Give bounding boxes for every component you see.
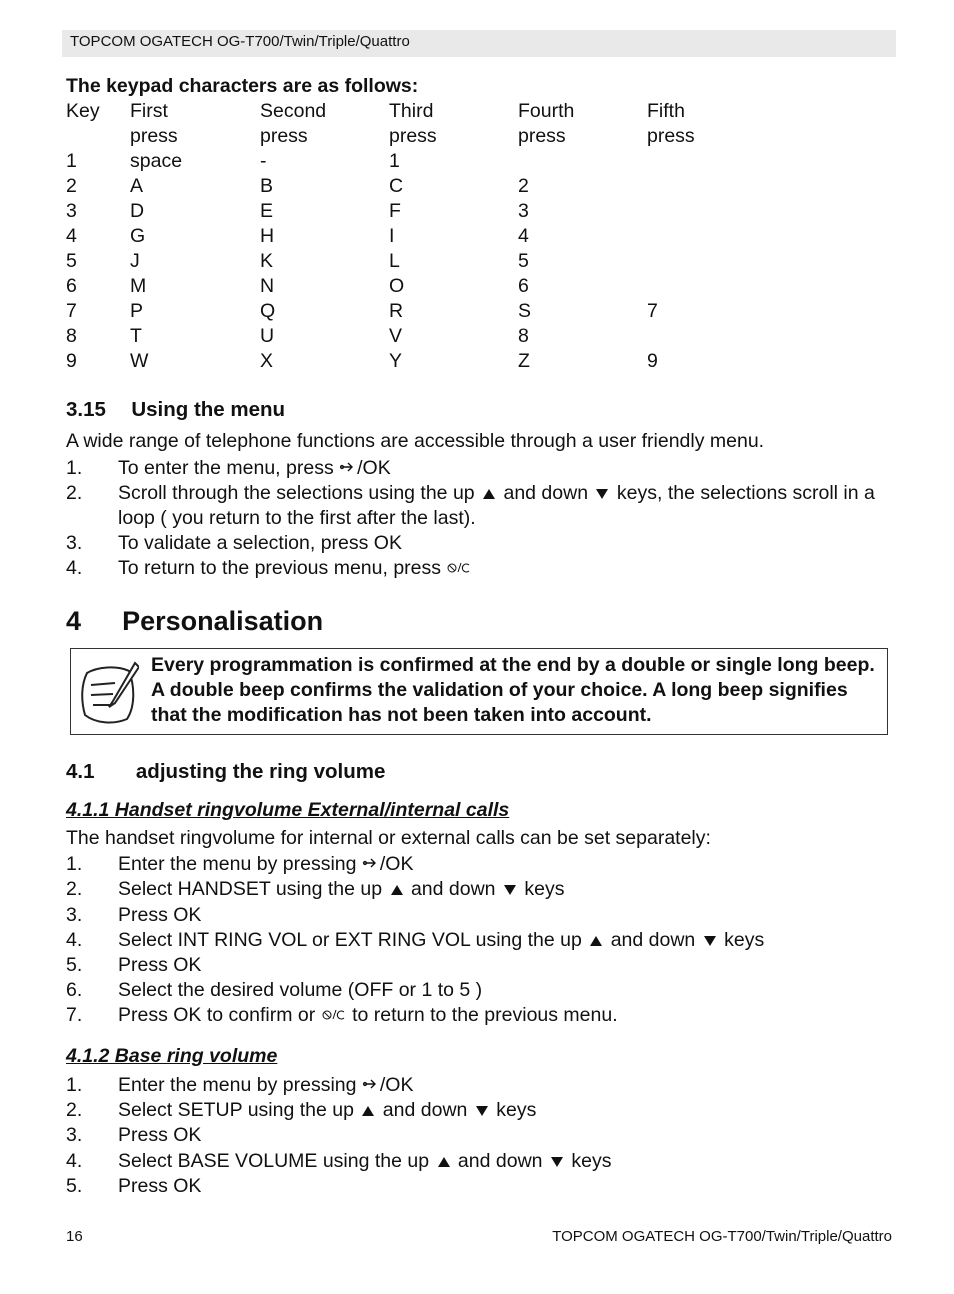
- table-cell: [518, 149, 647, 174]
- step-number: 1.: [66, 457, 83, 479]
- cancel-key-icon: [321, 1003, 347, 1028]
- col-header: press: [130, 125, 178, 147]
- step-text: Select the desired volume (OFF or 1 to 5 ): [118, 979, 483, 1001]
- col-header: Key: [66, 100, 100, 122]
- step-text: To enter the menu, press: [118, 457, 334, 479]
- step-number: 6.: [66, 979, 83, 1001]
- up-arrow-icon: [391, 885, 403, 895]
- step-text: keys, the selections scroll in a loop ( you return to the first after the last).: [118, 482, 875, 529]
- table-cell: W: [130, 350, 149, 372]
- table-cell: [647, 199, 747, 224]
- step-text: Scroll through the selections using the up: [118, 482, 475, 504]
- heading-title: adjusting the ring volume: [135, 760, 386, 783]
- table-row: [66, 274, 747, 299]
- down-arrow-icon: [504, 885, 516, 895]
- note-pen-icon: [77, 657, 139, 732]
- table-cell: X: [260, 350, 274, 372]
- step-text: Select INT RING VOL or EXT RING VOL using the up: [118, 929, 582, 951]
- table-cell: K: [260, 250, 274, 272]
- table-row: [66, 349, 747, 374]
- table-cell: 5: [518, 250, 529, 272]
- col-header: press: [260, 125, 308, 147]
- table-cell: C: [389, 175, 404, 197]
- step-text: Enter the menu by pressing: [118, 1074, 357, 1096]
- table-cell: 6: [518, 275, 529, 297]
- col-header: Third: [389, 100, 434, 122]
- table-row: [66, 224, 747, 249]
- table-cell: 9: [66, 350, 77, 372]
- up-arrow-icon: [362, 1106, 374, 1116]
- note-box: [70, 648, 888, 735]
- down-arrow-icon: [551, 1157, 563, 1167]
- step-text: and down: [503, 482, 589, 504]
- step-text: and down: [410, 878, 496, 900]
- col-header: [66, 124, 130, 149]
- section-heading-3-15: [66, 398, 285, 422]
- step-number: 2.: [66, 878, 83, 900]
- table-cell: I: [389, 225, 395, 247]
- table-cell: V: [389, 325, 403, 347]
- table-cell: 2: [518, 175, 529, 197]
- step-text: /OK: [379, 1074, 414, 1096]
- col-header: press: [518, 125, 566, 147]
- col-header: First: [130, 100, 168, 122]
- step-text: Press OK: [118, 1175, 202, 1197]
- header-title: TOPCOM OGATECH OG-T700/Twin/Triple/Quattro: [70, 33, 410, 50]
- heading-number: 3.15: [66, 398, 106, 421]
- table-cell: O: [389, 275, 405, 297]
- step-number: 5.: [66, 954, 83, 976]
- step-text: Enter the menu by pressing: [118, 853, 357, 875]
- step-text: keys: [571, 1150, 612, 1172]
- step-text: Press OK: [118, 904, 202, 926]
- table-row: [66, 199, 747, 224]
- table-row: [66, 174, 747, 199]
- cancel-key-icon: [446, 556, 472, 581]
- section-intro: The handset ringvolume for internal or external calls can be set separately:: [66, 827, 711, 849]
- step-number: 3.: [66, 904, 83, 926]
- table-cell: A: [130, 175, 144, 197]
- col-header: press: [647, 125, 695, 147]
- step-text: /OK: [357, 457, 391, 479]
- step-number: 2.: [66, 482, 83, 504]
- step-number: 7.: [66, 1004, 83, 1026]
- table-cell: P: [130, 300, 144, 322]
- keypad-table-body: [66, 149, 747, 374]
- table-cell: T: [130, 325, 142, 347]
- step-number: 5.: [66, 1175, 83, 1197]
- table-cell: [647, 224, 747, 249]
- table-cell: [647, 324, 747, 349]
- step-text: keys: [524, 878, 565, 900]
- table-row: [66, 299, 747, 324]
- table-cell: 2: [66, 175, 77, 197]
- table-cell: 7: [647, 300, 658, 322]
- step-text: keys: [496, 1099, 537, 1121]
- step-text: To return to the previous menu, press: [118, 557, 441, 579]
- section-intro: A wide range of telephone functions are accessible through a user friendly menu.: [66, 430, 765, 452]
- table-cell: 3: [66, 200, 77, 222]
- menu-key-icon: [362, 1073, 380, 1098]
- step-text: /OK: [379, 853, 414, 875]
- step-number: 4.: [66, 1150, 83, 1172]
- step-number: 3.: [66, 1124, 83, 1146]
- step-text: To validate a selection, press OK: [118, 532, 402, 554]
- col-header: Fourth: [518, 100, 575, 122]
- table-cell: 7: [66, 300, 77, 322]
- table-cell: N: [260, 275, 275, 297]
- step-text: and down: [610, 929, 696, 951]
- table-cell: G: [130, 225, 146, 247]
- table-cell: 8: [518, 325, 529, 347]
- step-number: 3.: [66, 532, 83, 554]
- table-cell: 4: [518, 225, 529, 247]
- keypad-title: The keypad characters are as follows:: [66, 75, 419, 97]
- table-cell: L: [389, 250, 400, 272]
- step-text: Press OK: [118, 1124, 202, 1146]
- table-cell: 3: [518, 200, 529, 222]
- page-number: 16: [66, 1228, 83, 1245]
- keypad-table-header: [66, 99, 747, 149]
- step-number: 4.: [66, 929, 83, 951]
- heading-title: Using the menu: [131, 398, 286, 421]
- table-cell: J: [130, 250, 140, 272]
- step-number: 1.: [66, 1074, 83, 1096]
- subsection-heading-4-1-1: 4.1.1 Handset ringvolume External/internal calls: [66, 799, 510, 821]
- heading-title: Personalisation: [122, 606, 324, 636]
- table-cell: Z: [518, 350, 530, 372]
- heading-number: 4: [66, 606, 82, 636]
- table-cell: Q: [260, 300, 276, 322]
- table-cell: [647, 174, 747, 199]
- heading-number: 4.1: [66, 760, 95, 783]
- table-cell: 5: [66, 250, 77, 272]
- col-header: Second: [260, 100, 327, 122]
- chapter-heading-4: [66, 606, 323, 637]
- step-text: Select BASE VOLUME using the up: [118, 1150, 430, 1172]
- down-arrow-icon: [704, 936, 716, 946]
- table-cell: 4: [66, 225, 77, 247]
- down-arrow-icon: [476, 1106, 488, 1116]
- step-text: and down: [457, 1150, 543, 1172]
- table-cell: 8: [66, 325, 77, 347]
- table-cell: E: [260, 200, 274, 222]
- table-cell: U: [260, 325, 275, 347]
- table-cell: M: [130, 275, 147, 297]
- down-arrow-icon: [596, 489, 608, 499]
- keypad-table: [66, 99, 747, 374]
- table-cell: F: [389, 200, 401, 222]
- col-header: Fifth: [647, 100, 685, 122]
- table-cell: 6: [66, 275, 77, 297]
- footer-title: TOPCOM OGATECH OG-T700/Twin/Triple/Quattro: [552, 1228, 892, 1245]
- step-text: Press OK to confirm or: [118, 1004, 316, 1026]
- page-header: [62, 30, 896, 57]
- table-cell: B: [260, 175, 274, 197]
- up-arrow-icon: [483, 489, 495, 499]
- subsection-heading-4-1-2: 4.1.2 Base ring volume: [66, 1045, 278, 1067]
- up-arrow-icon: [438, 1157, 450, 1167]
- col-header: press: [389, 125, 437, 147]
- table-row: [66, 149, 747, 174]
- table-cell: H: [260, 225, 275, 247]
- step-text: Select SETUP using the up: [118, 1099, 354, 1121]
- step-text: Press OK: [118, 954, 202, 976]
- table-cell: 9: [647, 350, 658, 372]
- step-text: Select HANDSET using the up: [118, 878, 383, 900]
- step-number: 4.: [66, 557, 83, 579]
- menu-key-icon: [339, 456, 357, 481]
- menu-key-icon: [362, 852, 380, 877]
- table-row: [66, 324, 747, 349]
- table-cell: D: [130, 200, 145, 222]
- section-heading-4-1: [66, 760, 385, 784]
- table-cell: S: [518, 300, 532, 322]
- table-cell: [647, 274, 747, 299]
- step-text: keys: [724, 929, 765, 951]
- step-number: 1.: [66, 853, 83, 875]
- table-cell: -: [260, 150, 267, 172]
- table-row: [66, 249, 747, 274]
- step-number: 2.: [66, 1099, 83, 1121]
- step-text: to return to the previous menu.: [352, 1004, 618, 1026]
- up-arrow-icon: [590, 936, 602, 946]
- table-cell: space: [130, 150, 183, 172]
- table-cell: [647, 249, 747, 274]
- table-cell: 1: [389, 150, 400, 172]
- table-cell: R: [389, 300, 404, 322]
- table-cell: [647, 149, 747, 174]
- step-text: and down: [382, 1099, 468, 1121]
- table-cell: Y: [389, 350, 403, 372]
- note-text: Every programmation is confirmed at the end by a double or single long beep. A double beep confirms the validation of your choice. A long beep signifies that the modification has not been taken into account.: [151, 654, 875, 726]
- table-cell: 1: [66, 150, 77, 172]
